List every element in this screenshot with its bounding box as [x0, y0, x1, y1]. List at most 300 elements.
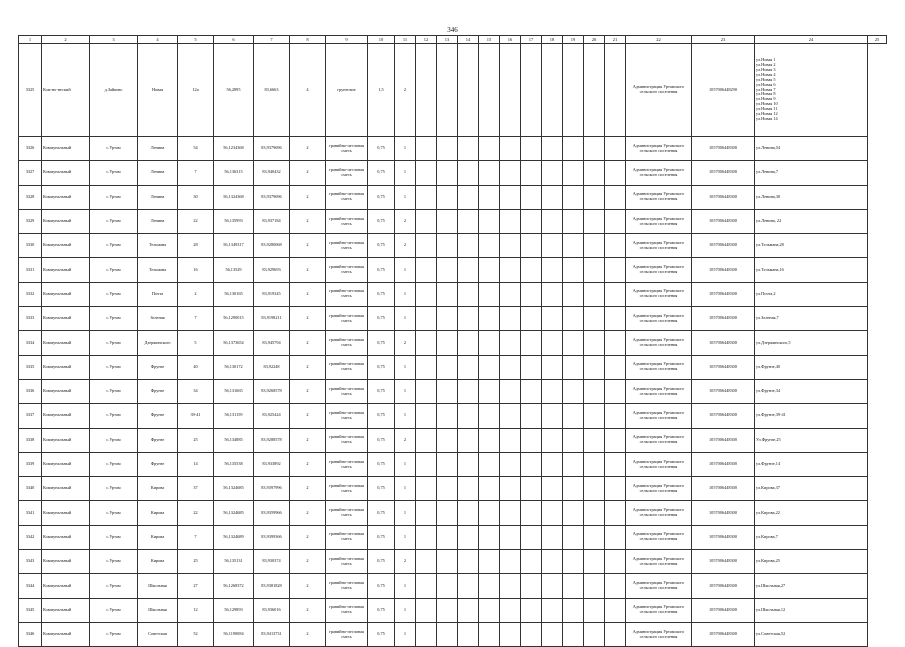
cell-empty: [500, 234, 521, 258]
table-row: [19, 598, 887, 622]
cell-empty: [416, 185, 437, 209]
cell-lon: 83,937184: [254, 209, 290, 233]
cell-type: Коммунальный: [42, 428, 90, 452]
cell-empty: [500, 428, 521, 452]
street-list-item: ул.Новая 2: [756, 61, 776, 67]
cell-empty: [605, 209, 626, 233]
cell-empty: [437, 185, 458, 209]
cell-lat: 56,1349317: [214, 234, 254, 258]
cell-empty: [521, 161, 542, 185]
cell-owner: Администрация Уртамского сельского поселения: [626, 44, 692, 137]
cell-count: 4: [290, 44, 326, 137]
cell-type: Коммунальный: [42, 282, 90, 306]
cell-empty: [437, 355, 458, 379]
cell-empty: [563, 574, 584, 598]
cell-house: 25: [178, 550, 214, 574]
header-cell: 6: [214, 36, 254, 44]
cell-empty: [521, 137, 542, 161]
cell-surface: гравийно-песчаная смесь: [326, 501, 368, 525]
cell-locality: с.Уртам: [90, 185, 138, 209]
cell-containers: 2: [395, 550, 416, 574]
cell-owner: Администрация Уртамского сельского поселения: [626, 355, 692, 379]
cell-empty: [521, 355, 542, 379]
cell-lat: 56,135538: [214, 452, 254, 476]
cell-empty: [542, 574, 563, 598]
header-cell: 3: [90, 36, 138, 44]
cell-empty: [479, 258, 500, 282]
cell-empty: [416, 307, 437, 331]
cell-streets-list: [755, 44, 868, 137]
table-row: [19, 137, 887, 161]
cell-empty: [563, 477, 584, 501]
cell-empty: [542, 161, 563, 185]
cell-type: Коммунальный: [42, 355, 90, 379]
cell-empty: [521, 44, 542, 137]
table-row: [19, 404, 887, 428]
cell-empty: [563, 525, 584, 549]
cell-surface: гравийно-песчаная смесь: [326, 428, 368, 452]
cell-empty: [479, 598, 500, 622]
table-row: [19, 379, 887, 403]
cell-area: 0,75: [368, 161, 395, 185]
cell-containers: 1: [395, 525, 416, 549]
cell-house: 7: [178, 307, 214, 331]
cell-empty: [521, 574, 542, 598]
cell-empty: [479, 574, 500, 598]
street-list-item: ул.Новая 14: [756, 116, 778, 122]
cell-empty: [500, 137, 521, 161]
cell-containers: 1: [395, 452, 416, 476]
cell-empty: [563, 501, 584, 525]
cell-address: ул.Фрунзе,40: [755, 355, 868, 379]
cell-ogrn: 1057006448300: [692, 598, 755, 622]
cell-empty: [605, 44, 626, 137]
cell-empty: [521, 258, 542, 282]
cell-empty: [584, 452, 605, 476]
cell-count: 2: [290, 598, 326, 622]
cell-lon: 83,9280068: [254, 234, 290, 258]
cell-num: 3335: [19, 355, 42, 379]
cell-count: 2: [290, 137, 326, 161]
cell-address: ул.Школьная,27: [755, 574, 868, 598]
cell-street: Новая: [138, 44, 178, 137]
cell-empty: [500, 525, 521, 549]
cell-lat: 56,1290015: [214, 307, 254, 331]
header-cell: 8: [290, 36, 326, 44]
cell-num: 3337: [19, 404, 42, 428]
cell-ogrn: 1057006448300: [692, 234, 755, 258]
cell-ogrn: 1057006448300: [692, 331, 755, 355]
cell-empty: [584, 355, 605, 379]
street-list-item: ул.Новая 11: [756, 106, 778, 112]
cell-count: 2: [290, 622, 326, 646]
cell-count: 2: [290, 525, 326, 549]
cell-house: 2: [178, 282, 214, 306]
cell-empty: [416, 428, 437, 452]
cell-area: 0,75: [368, 379, 395, 403]
cell-empty: [437, 137, 458, 161]
cell-surface: гравийно-песчаная смесь: [326, 598, 368, 622]
table-row: [19, 209, 887, 233]
cell-empty: [500, 622, 521, 646]
cell-empty: [416, 209, 437, 233]
cell-empty: [605, 598, 626, 622]
cell-empty: [584, 477, 605, 501]
table-row: [19, 331, 887, 355]
cell-locality: с.Уртам: [90, 355, 138, 379]
cell-num: 3338: [19, 428, 42, 452]
cell-street: Тельмана: [138, 234, 178, 258]
cell-empty: [416, 477, 437, 501]
cell-area: 0,75: [368, 598, 395, 622]
cell-num: 3330: [19, 234, 42, 258]
cell-surface: гравийно-песчаная смесь: [326, 622, 368, 646]
cell-empty: [479, 428, 500, 452]
cell-type: Коммунальный: [42, 550, 90, 574]
cell-empty: [563, 452, 584, 476]
cell-empty: [416, 161, 437, 185]
cell-empty: [605, 477, 626, 501]
cell-empty: [605, 137, 626, 161]
cell-house: 14: [178, 452, 214, 476]
cell-empty: [458, 622, 479, 646]
cell-locality: с.Уртам: [90, 331, 138, 355]
cell-empty: [605, 574, 626, 598]
cell-count: 2: [290, 452, 326, 476]
street-list-item: ул.Новая 7: [756, 86, 776, 92]
table-row: [19, 525, 887, 549]
cell-containers: 1: [395, 477, 416, 501]
cell-area: 0,75: [368, 137, 395, 161]
cell-type: Ком-но-неский: [42, 44, 90, 137]
cell-empty: [416, 550, 437, 574]
cell-empty: [416, 404, 437, 428]
cell-lat: 56,1268372: [214, 574, 254, 598]
cell-empty: [479, 404, 500, 428]
header-cell: 25: [868, 36, 887, 44]
cell-empty: [605, 525, 626, 549]
cell-empty: [479, 379, 500, 403]
header-cell: 23: [692, 36, 755, 44]
cell-empty: [458, 598, 479, 622]
cell-empty: [563, 44, 584, 137]
cell-lon: 83,940432: [254, 161, 290, 185]
cell-lon: 83,919345: [254, 282, 290, 306]
header-cell: 9: [326, 36, 368, 44]
cell-empty: [605, 282, 626, 306]
cell-empty: [542, 501, 563, 525]
cell-ogrn: 1057006448300: [692, 574, 755, 598]
cell-empty: [437, 622, 458, 646]
cell-lat: 56,1324685: [214, 477, 254, 501]
cell-empty: [584, 137, 605, 161]
cell-street: Фрунзе: [138, 404, 178, 428]
cell-address: ул.Кирова,22: [755, 501, 868, 525]
cell-surface: гравийно-песчаная смесь: [326, 307, 368, 331]
cell-containers: 1: [395, 258, 416, 282]
cell-lon: 83,9397996: [254, 477, 290, 501]
cell-empty: [563, 282, 584, 306]
cell-lon: 83,6663: [254, 44, 290, 137]
cell-containers: 1: [395, 137, 416, 161]
cell-empty: [458, 258, 479, 282]
cell-empty: [416, 622, 437, 646]
cell-house: 30: [178, 185, 214, 209]
cell-house: 39-41: [178, 404, 214, 428]
cell-type: Коммунальный: [42, 307, 90, 331]
cell-empty: [605, 258, 626, 282]
cell-containers: 2: [395, 44, 416, 137]
cell-locality: с.Уртам: [90, 477, 138, 501]
cell-empty: [542, 355, 563, 379]
street-list-item: ул.Новая 9: [756, 96, 776, 102]
cell-surface: гравийно-песчаная смесь: [326, 137, 368, 161]
cell-empty: [542, 525, 563, 549]
cell-num: 3344: [19, 574, 42, 598]
cell-empty: [542, 598, 563, 622]
cell-num: 3336: [19, 379, 42, 403]
cell-house: 16: [178, 258, 214, 282]
cell-area: 0,75: [368, 331, 395, 355]
cell-type: Коммунальный: [42, 331, 90, 355]
cell-empty: [563, 550, 584, 574]
cell-owner: Администрация Уртамского сельского поселения: [626, 598, 692, 622]
cell-num: 3326: [19, 137, 42, 161]
cell-lon: 83,930374: [254, 550, 290, 574]
cell-empty: [458, 525, 479, 549]
cell-empty: [437, 209, 458, 233]
cell-house: 27: [178, 574, 214, 598]
cell-address: ул.Кирова,25: [755, 550, 868, 574]
cell-locality: с.Уртам: [90, 574, 138, 598]
cell-area: 0,75: [368, 209, 395, 233]
cell-containers: 1: [395, 574, 416, 598]
cell-address: ул.Дзержинского,5: [755, 331, 868, 355]
cell-empty: [542, 428, 563, 452]
street-list-item: ул.Новая 1: [756, 56, 776, 62]
cell-address: ул.Тельмана,28: [755, 234, 868, 258]
cell-empty: [500, 185, 521, 209]
table-row: [19, 574, 887, 598]
cell-empty: [605, 307, 626, 331]
cell-count: 2: [290, 501, 326, 525]
cell-locality: с.Уртам: [90, 598, 138, 622]
cell-lat: 56,1324689: [214, 525, 254, 549]
cell-empty: [458, 331, 479, 355]
cell-empty: [521, 525, 542, 549]
cell-empty: [521, 550, 542, 574]
cell-street: Зеленая: [138, 307, 178, 331]
cell-street: Кирова: [138, 477, 178, 501]
cell-locality: с.Уртам: [90, 234, 138, 258]
cell-address: ул.Школьная,12: [755, 598, 868, 622]
cell-empty: [542, 234, 563, 258]
cell-count: 2: [290, 331, 326, 355]
cell-surface: гравийно-песчаная смесь: [326, 355, 368, 379]
cell-type: Коммунальный: [42, 137, 90, 161]
cell-empty: [521, 234, 542, 258]
cell-empty: [563, 598, 584, 622]
cell-num: 3325: [19, 44, 42, 137]
cell-address: ул.Ленина,7: [755, 161, 868, 185]
cell-empty: [500, 331, 521, 355]
cell-empty: [458, 477, 479, 501]
cell-address: ул.Кирова,37: [755, 477, 868, 501]
header-cell: 16: [500, 36, 521, 44]
cell-num: 3331: [19, 258, 42, 282]
cell-containers: 1: [395, 355, 416, 379]
cell-owner: Администрация Уртамского сельского поселения: [626, 137, 692, 161]
cell-ogrn: 1057006448300: [692, 307, 755, 331]
cell-area: 0,75: [368, 452, 395, 476]
cell-lon: 83,9379696: [254, 137, 290, 161]
cell-locality: с.Уртам: [90, 379, 138, 403]
cell-num: 3328: [19, 185, 42, 209]
cell-empty: [479, 44, 500, 137]
cell-owner: Администрация Уртамского сельского поселения: [626, 209, 692, 233]
cell-surface: грунтовое: [326, 44, 368, 137]
cell-surface: гравийно-песчаная смесь: [326, 477, 368, 501]
header-cell: 4: [138, 36, 178, 44]
cell-lat: 56,1190084: [214, 622, 254, 646]
cell-empty: [542, 477, 563, 501]
cell-count: 2: [290, 404, 326, 428]
street-list-item: ул.Новая 5: [756, 76, 776, 82]
cell-empty: [416, 501, 437, 525]
header-row: [19, 36, 887, 44]
table-row: [19, 44, 887, 137]
cell-ogrn: 1057006448300: [692, 550, 755, 574]
cell-locality: с.Уртам: [90, 525, 138, 549]
cell-empty: [542, 404, 563, 428]
cell-address: ул.Советская,52: [755, 622, 868, 646]
cell-empty: [563, 428, 584, 452]
cell-empty: [479, 161, 500, 185]
cell-surface: гравийно-песчаная смесь: [326, 404, 368, 428]
cell-ogrn: 1057006448300: [692, 477, 755, 501]
cell-count: 2: [290, 282, 326, 306]
cell-empty: [500, 161, 521, 185]
cell-lon: 83,929693: [254, 258, 290, 282]
cell-owner: Администрация Уртамского сельского поселения: [626, 282, 692, 306]
cell-lon: 83,936016: [254, 598, 290, 622]
cell-empty: [521, 452, 542, 476]
cell-empty: [584, 44, 605, 137]
cell-ogrn: 1057006448300: [692, 501, 755, 525]
cell-empty: [542, 307, 563, 331]
cell-empty: [500, 574, 521, 598]
cell-empty: [416, 452, 437, 476]
cell-empty: [437, 282, 458, 306]
cell-empty: [521, 622, 542, 646]
cell-type: Коммунальный: [42, 258, 90, 282]
cell-empty: [437, 44, 458, 137]
cell-empty: [605, 331, 626, 355]
cell-empty: [437, 477, 458, 501]
cell-street: Фрунзе: [138, 379, 178, 403]
cell-address: ул.Фрунзе,14: [755, 452, 868, 476]
cell-street: Советская: [138, 622, 178, 646]
cell-owner: Администрация Уртамского сельского поселения: [626, 428, 692, 452]
cell-lon: 83,9268578: [254, 379, 290, 403]
cell-empty: [458, 44, 479, 137]
cell-house: 54: [178, 137, 214, 161]
cell-house: 37: [178, 477, 214, 501]
cell-owner: Администрация Уртамского сельского поселения: [626, 525, 692, 549]
cell-empty: [605, 185, 626, 209]
cell-empty: [521, 501, 542, 525]
cell-empty: [479, 501, 500, 525]
cell-area: 0,75: [368, 185, 395, 209]
table-row: [19, 501, 887, 525]
cell-empty: [542, 379, 563, 403]
cell-street: Тельмана: [138, 258, 178, 282]
cell-lat: 56,135993: [214, 209, 254, 233]
cell-house: 12а: [178, 44, 214, 137]
cell-empty: [563, 234, 584, 258]
cell-type: Коммунальный: [42, 404, 90, 428]
cell-empty: [605, 550, 626, 574]
header-cell: 18: [542, 36, 563, 44]
cell-area: 0,75: [368, 234, 395, 258]
cell-type: Коммунальный: [42, 185, 90, 209]
cell-empty: [542, 137, 563, 161]
cell-empty: [479, 282, 500, 306]
cell-empty: [563, 331, 584, 355]
cell-street: Фрунзе: [138, 452, 178, 476]
cell-empty: [458, 161, 479, 185]
cell-empty: [500, 452, 521, 476]
cell-address: ул.Ленина,54: [755, 137, 868, 161]
cell-containers: 1: [395, 161, 416, 185]
cell-empty: [500, 44, 521, 137]
cell-empty: [500, 598, 521, 622]
cell-empty: [416, 282, 437, 306]
cell-empty: [542, 185, 563, 209]
cell-empty: [521, 209, 542, 233]
cell-count: 2: [290, 307, 326, 331]
cell-empty: [437, 574, 458, 598]
cell-lon: 83,9359966: [254, 501, 290, 525]
cell-address: ул.Ленина, 22: [755, 209, 868, 233]
cell-surface: гравийно-песчаная смесь: [326, 525, 368, 549]
header-cell: 2: [42, 36, 90, 44]
cell-type: Коммунальный: [42, 501, 90, 525]
table-row: [19, 355, 887, 379]
cell-count: 2: [290, 355, 326, 379]
cell-street: Кирова: [138, 525, 178, 549]
cell-empty: [479, 307, 500, 331]
cell-empty: [584, 501, 605, 525]
cell-empty: [605, 404, 626, 428]
cell-ogrn: 1057006448300: [692, 428, 755, 452]
cell-empty: [584, 161, 605, 185]
cell-empty: [542, 282, 563, 306]
cell-empty: [416, 355, 437, 379]
cell-empty: [584, 331, 605, 355]
cell-num: 3332: [19, 282, 42, 306]
header-cell: 20: [584, 36, 605, 44]
cell-empty: [479, 525, 500, 549]
cell-locality: с.Уртам: [90, 307, 138, 331]
cell-lat: 56,136315: [214, 161, 254, 185]
cell-house: 5: [178, 331, 214, 355]
cell-empty: [500, 355, 521, 379]
cell-empty: [416, 525, 437, 549]
cell-ogrn: 1057006448300: [692, 209, 755, 233]
cell-empty: [521, 331, 542, 355]
cell-house: 7: [178, 525, 214, 549]
